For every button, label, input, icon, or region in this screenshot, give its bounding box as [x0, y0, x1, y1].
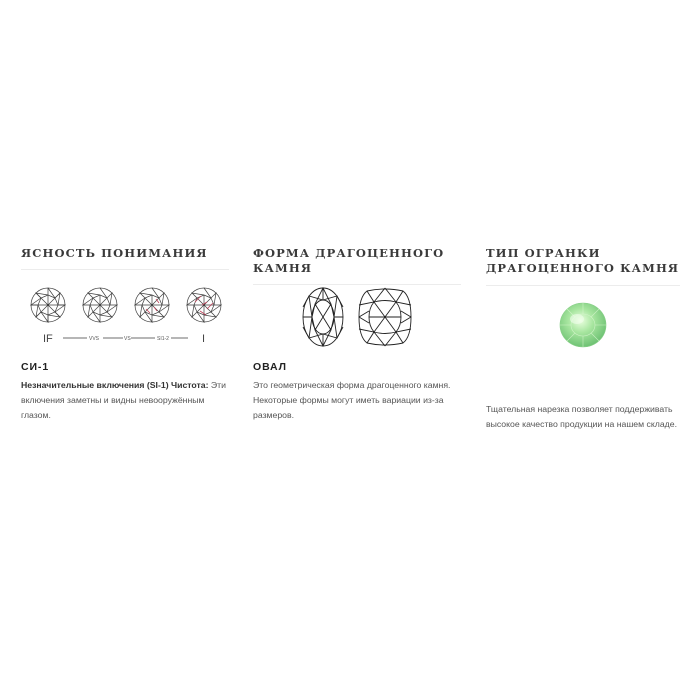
- oval-shape-icon: [303, 288, 343, 346]
- diamond-vs-icon: [135, 288, 169, 322]
- shape-description: Это геометрическая форма драгоценного камня. Некоторые формы могут иметь вариации из-за размеров.: [253, 380, 451, 420]
- scale-label-vvs: VVS: [89, 336, 100, 342]
- stone-image: [553, 295, 613, 355]
- clarity-description-rest: Эти включения заметны и видны невооружённым глазом.: [21, 380, 226, 420]
- scale-label-vs: VS: [124, 336, 131, 342]
- cut-section: [486, 246, 680, 286]
- scale-label-if: IF: [43, 333, 53, 345]
- clarity-scale-diagram: [21, 285, 231, 345]
- clarity-section: [21, 246, 231, 270]
- shape-diagram: [253, 287, 463, 347]
- clarity-title: СИ-1: [21, 361, 50, 373]
- shape-title: ОВАЛ: [253, 361, 287, 373]
- shape-section: [253, 246, 463, 285]
- cut-heading: ТИП ОГРАНКИ ДРАГОЦЕННОГО КАМНЯ: [486, 246, 680, 286]
- clarity-heading: ЯСНОСТЬ ПОНИМАНИЯ: [21, 246, 229, 270]
- clarity-description: [21, 378, 233, 423]
- shape-heading: ФОРМА ДРАГОЦЕННОГО КАМНЯ: [253, 246, 461, 285]
- diamond-vvs-icon: [83, 288, 117, 322]
- cut-description: Тщательная нарезка позволяет поддерживать высокое качество продукции на нашем складе.: [486, 404, 677, 429]
- scale-label-si: SI1-2: [157, 336, 169, 342]
- diamond-if-icon: [31, 288, 65, 322]
- scale-label-i: I: [202, 333, 206, 345]
- cushion-shape-icon: [359, 288, 411, 346]
- diamond-i-icon: [187, 288, 221, 322]
- clarity-description-bold: Незначительные включения (SI-1) Чистота:: [21, 380, 209, 390]
